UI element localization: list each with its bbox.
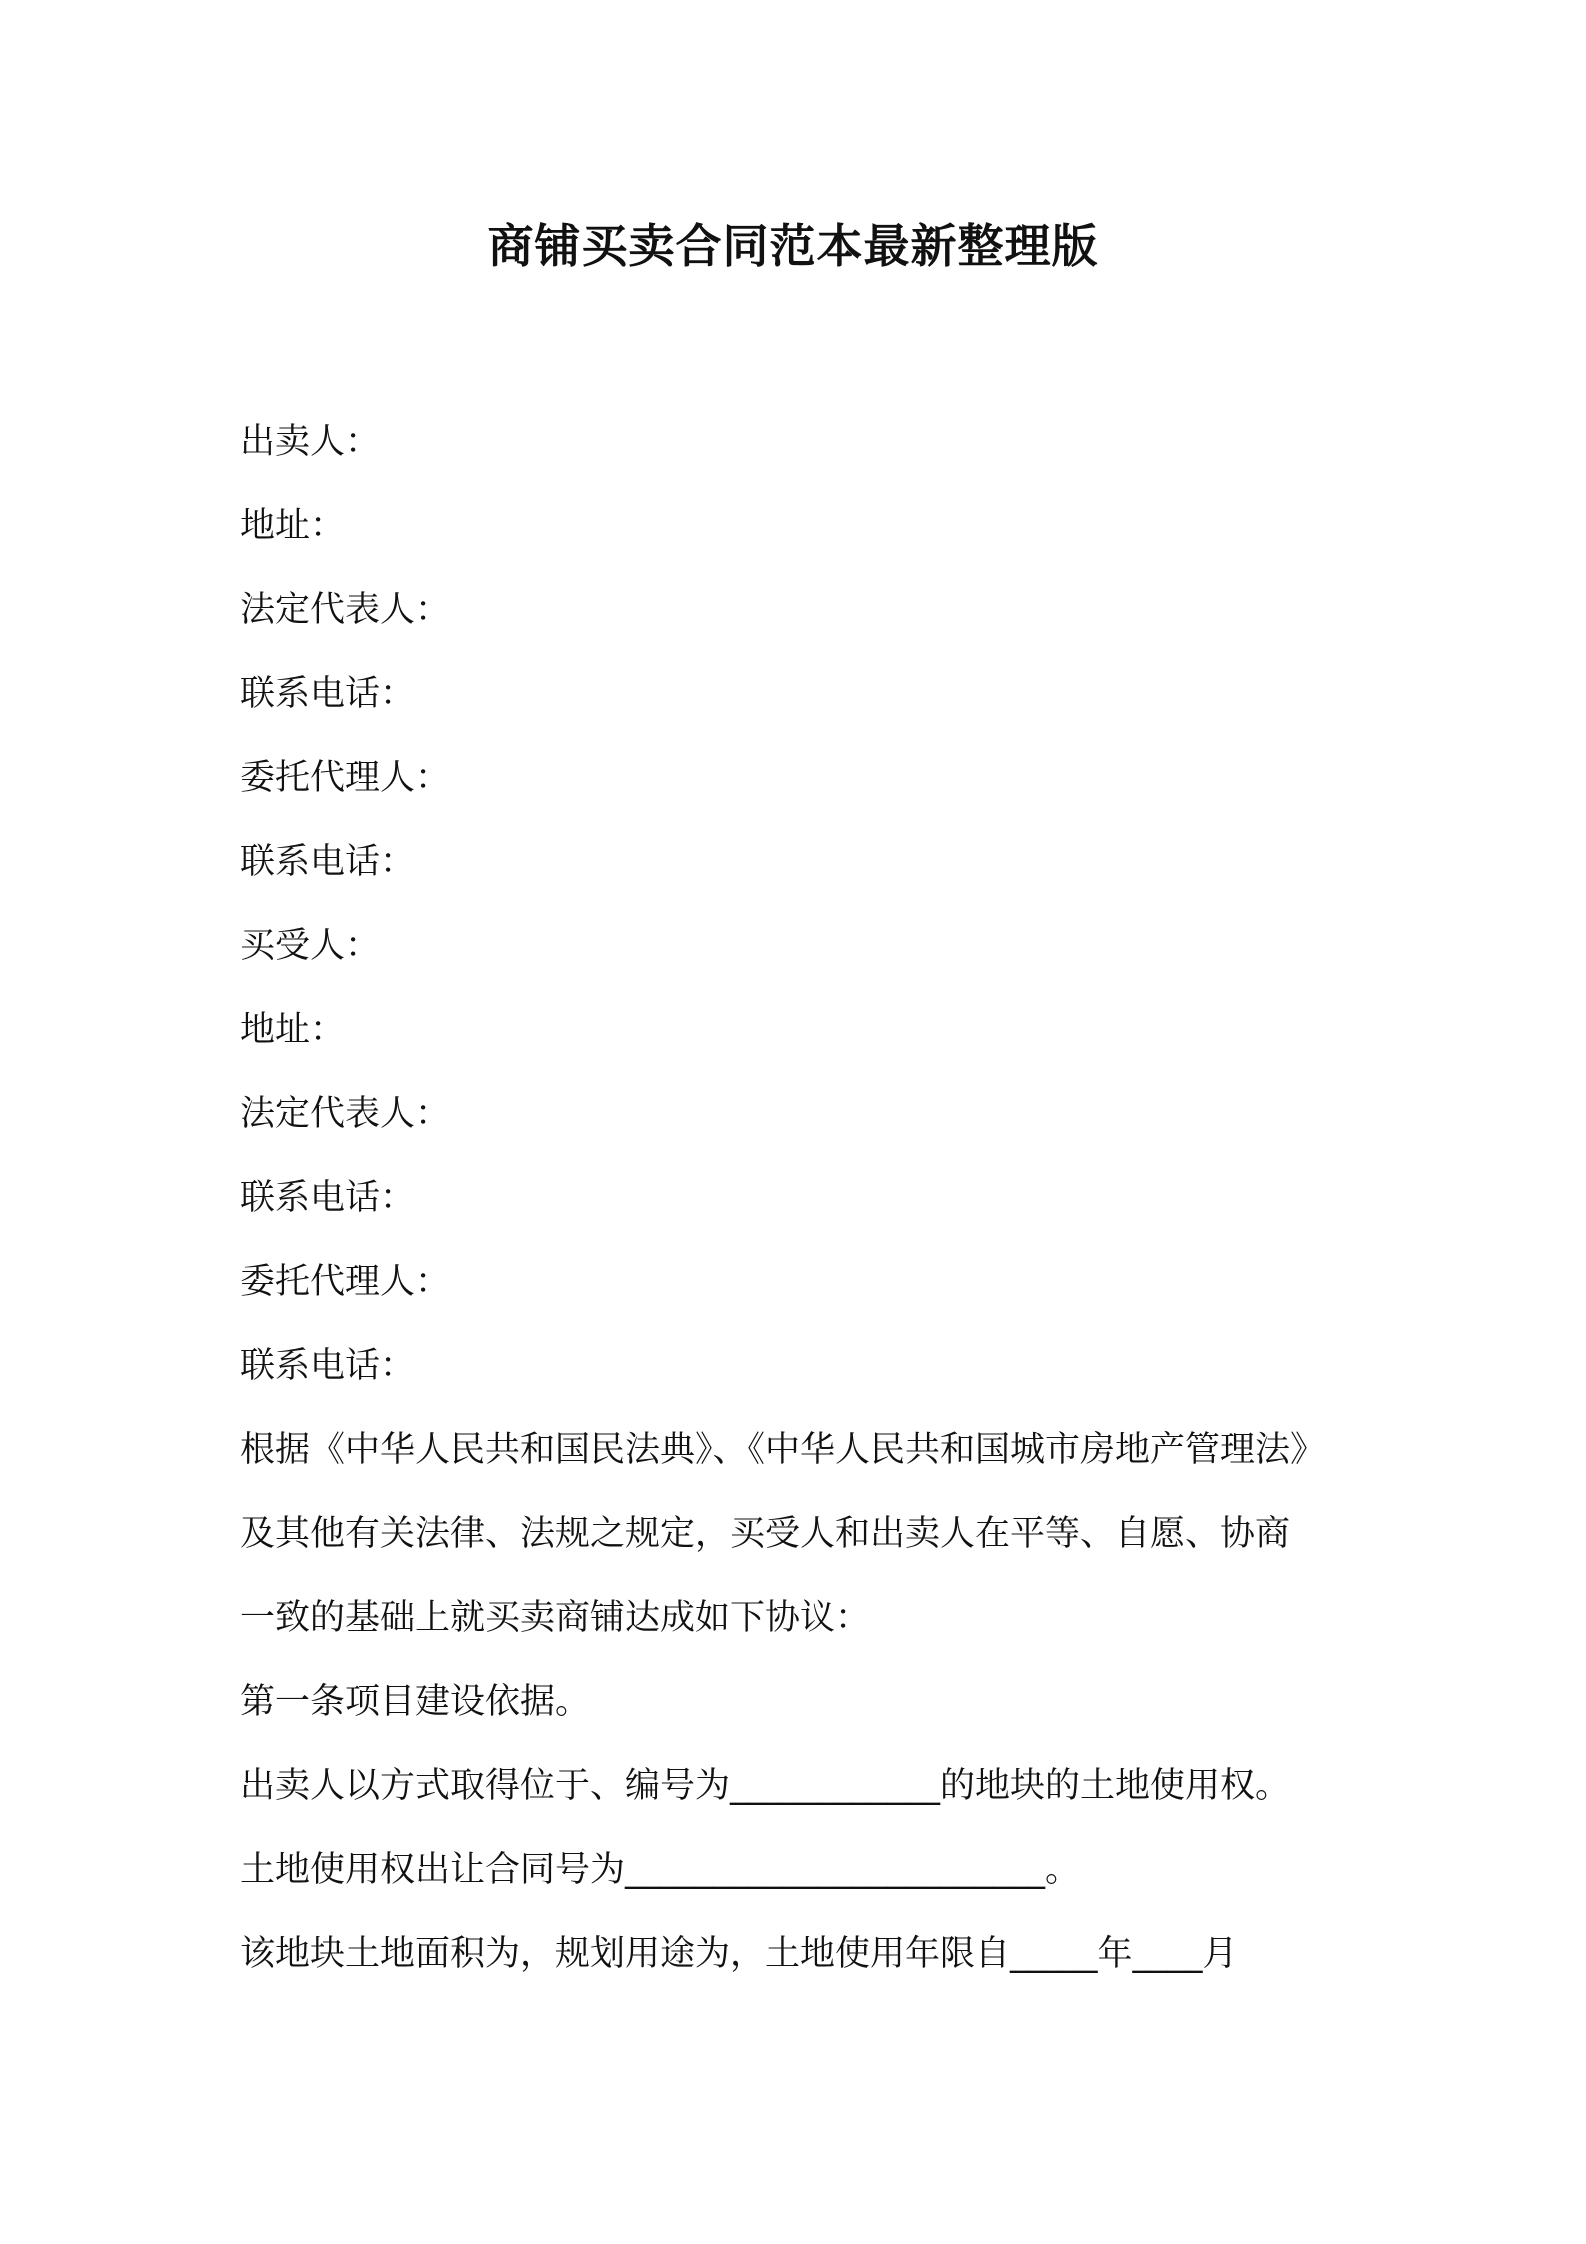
party-field-buyer-address: 地址： (240, 1010, 346, 1050)
party-field-seller: 出卖人： (240, 422, 381, 462)
article-1-heading: 第一条项目建设依据。 (240, 1682, 591, 1722)
preamble-line-2: 及其他有关法律、法规之规定，买受人和出卖人在平等、自愿、协商 (240, 1514, 1291, 1554)
article-1-line-3: 该地块土地面积为，规划用途为，土地使用年限自_____年____月 (240, 1934, 1238, 1974)
party-field-seller-address: 地址： (240, 506, 346, 546)
party-field-seller-legal-rep: 法定代表人： (240, 590, 451, 630)
party-field-buyer-agent: 委托代理人： (240, 1262, 451, 1302)
party-field-seller-agent-phone: 联系电话： (240, 842, 416, 882)
document-body (240, 400, 1360, 1996)
article-1-line-1: 出卖人以方式取得位于、编号为____________的地块的土地使用权。 (240, 1766, 1291, 1806)
document-title: 商铺买卖合同范本最新整理版 (487, 219, 1099, 273)
preamble-line-3: 一致的基础上就买卖商铺达成如下协议： (240, 1598, 871, 1638)
article-1-line-2: 土地使用权出让合同号为________________________。 (240, 1850, 1081, 1890)
party-field-buyer-legal-rep: 法定代表人： (240, 1094, 451, 1134)
party-field-seller-agent: 委托代理人： (240, 758, 451, 798)
party-field-buyer-phone: 联系电话： (240, 1178, 416, 1218)
party-field-buyer-agent-phone: 联系电话： (240, 1346, 416, 1386)
preamble-line-1: 根据《中华人民共和国民法典》、《中华人民共和国城市房地产管理法》 (240, 1430, 1326, 1470)
party-field-buyer: 买受人： (240, 926, 381, 966)
party-field-seller-phone: 联系电话： (240, 674, 416, 714)
